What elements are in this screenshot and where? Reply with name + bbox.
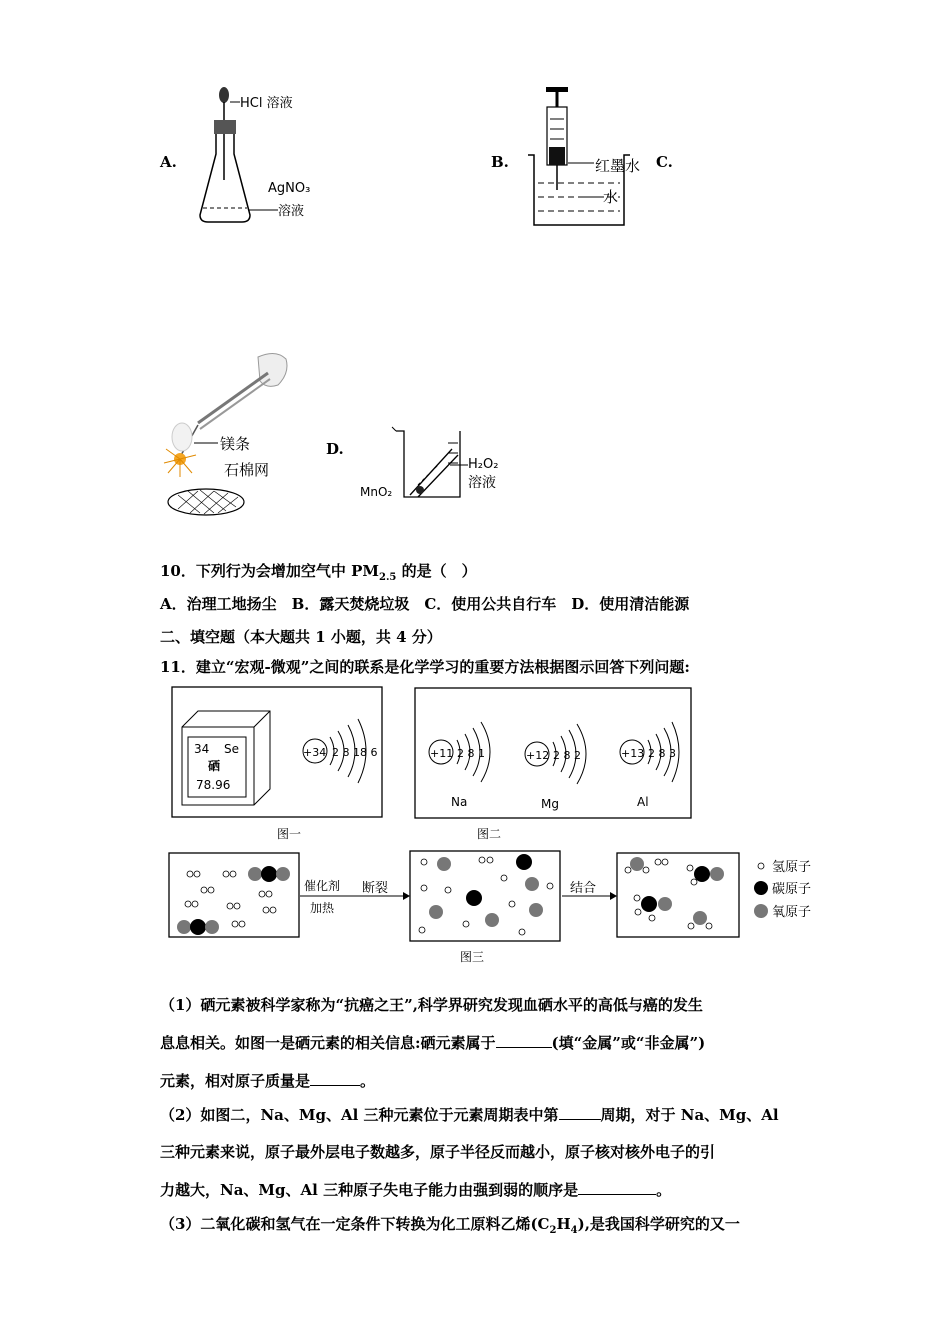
answer-blank-3[interactable] bbox=[559, 1105, 601, 1120]
beaker-ink-diagram bbox=[520, 85, 660, 230]
option-c-letter: C. bbox=[656, 153, 673, 171]
name-na: Na bbox=[451, 795, 468, 809]
answer-blank-1[interactable] bbox=[496, 1033, 552, 1048]
figure-1-selenium bbox=[170, 685, 385, 820]
label-heat: 加热 bbox=[310, 901, 335, 915]
label-agno3: AgNO₃ bbox=[268, 181, 311, 196]
co2-molecule bbox=[177, 919, 219, 935]
arrow-2-head bbox=[610, 892, 617, 900]
option-b-letter: B. bbox=[491, 153, 509, 171]
nucleus-mg-charge: +12 bbox=[526, 749, 550, 762]
mno2-powder bbox=[416, 486, 424, 494]
element-name: 硒 bbox=[208, 759, 221, 773]
q11-stem: 11．建立“宏观-微观”之间的联系是化学学习的重要方法根据图示回答下列问题: bbox=[160, 658, 690, 676]
label-ink: 红墨水 bbox=[595, 157, 641, 175]
legend-carbon: 碳原子 bbox=[772, 882, 812, 897]
answer-blank-4[interactable] bbox=[578, 1180, 656, 1195]
arrow-1-head bbox=[403, 892, 410, 900]
h2o2-mno2-diagram bbox=[358, 425, 518, 510]
atomic-mass: 78.96 bbox=[196, 778, 231, 792]
label-hcl: HCl 溶液 bbox=[240, 96, 293, 111]
legend-oxygen: 氧原子 bbox=[772, 905, 812, 920]
asbestos-net bbox=[168, 489, 244, 515]
config-mg: 2 8 2 bbox=[553, 749, 581, 762]
ink-drop bbox=[549, 147, 565, 165]
q11-part3-line1-post: ),是我国科学研究的又一 bbox=[577, 1215, 740, 1233]
figure-1-caption: 图一 bbox=[277, 827, 302, 841]
q11-part2-line3 bbox=[160, 1179, 671, 1200]
legend-oxygen-swatch bbox=[754, 904, 768, 918]
q11-part2-line1-post: 周期，对于 Na、Mg、Al bbox=[600, 1106, 779, 1124]
label-h2o2: H₂O₂ bbox=[468, 457, 499, 472]
q11-part2-line3-post: 。 bbox=[656, 1181, 672, 1199]
figure-3-reaction bbox=[166, 848, 826, 943]
label-net: 石棉网 bbox=[224, 461, 270, 479]
electron-config: 2 8 18 6 bbox=[332, 746, 378, 759]
q11-part3-line1-pre: （3）二氧化碳和氢气在一定条件下转换为化工原料乙烯(C bbox=[160, 1215, 550, 1233]
section-heading: 二、填空题（本大题共 1 小题，共 4 分） bbox=[160, 628, 442, 646]
legend-hydrogen-swatch bbox=[758, 863, 764, 869]
legend-carbon-swatch bbox=[754, 881, 768, 895]
q11-part1-line1: （1）硒元素被科学家称为“抗癌之王”,科学界研究发现血硒水平的高低与癌的发生 bbox=[160, 996, 703, 1014]
q11-part3-sub1: 2 bbox=[549, 1225, 557, 1236]
dropper-bulb bbox=[219, 87, 229, 103]
q11-part1-line2-pre: 息息相关。如图一是硒元素的相关信息:硒元素属于 bbox=[160, 1034, 496, 1052]
name-al: Al bbox=[637, 795, 649, 809]
q11-part3-sub2: 4 bbox=[570, 1225, 578, 1236]
beaker-lip bbox=[392, 427, 396, 431]
q10-stem-pre: 10．下列行为会增加空气中 PM bbox=[160, 562, 379, 580]
name-mg: Mg bbox=[541, 797, 559, 811]
q11-part2-line1 bbox=[160, 1104, 779, 1125]
nucleus-na-charge: +11 bbox=[430, 747, 454, 760]
label-combine: 结合 bbox=[570, 881, 597, 896]
test-tube bbox=[418, 455, 458, 497]
q11-part2-line1-pre: （2）如图二，Na、Mg、Al 三种元素位于元素周期表中第 bbox=[160, 1106, 559, 1124]
q10-stem bbox=[160, 560, 477, 583]
label-catalyst: 催化剂 bbox=[304, 879, 341, 893]
q11-part1-line2 bbox=[160, 1032, 705, 1053]
co2-molecule bbox=[248, 866, 290, 882]
element-symbol: Se bbox=[224, 742, 239, 756]
hand bbox=[258, 353, 287, 386]
white-smoke bbox=[172, 423, 192, 451]
q11-part1-line3-pre: 元素，相对原子质量是 bbox=[160, 1072, 311, 1090]
q11-part1-line3 bbox=[160, 1070, 375, 1091]
nucleus-charge: +34 bbox=[303, 746, 327, 759]
q10-stem-sub: 2.5 bbox=[378, 572, 397, 583]
option-d-letter: D. bbox=[326, 440, 344, 458]
q11-part2-line3-pre: 力越大，Na、Mg、Al 三种原子失电子能力由强到弱的顺序是 bbox=[160, 1181, 579, 1199]
syringe-plunger-cap bbox=[546, 87, 568, 92]
conical-flask bbox=[200, 134, 250, 222]
legend-hydrogen: 氢原子 bbox=[772, 860, 812, 875]
nucleus-al-charge: +13 bbox=[621, 747, 645, 760]
config-na: 2 8 1 bbox=[457, 747, 485, 760]
crucible-tongs bbox=[200, 379, 270, 429]
magnesium-burning-diagram bbox=[158, 345, 298, 520]
q11-part3-mid: H bbox=[556, 1215, 571, 1233]
q11-part1-line2-post: (填“金属”或“非金属”) bbox=[551, 1034, 706, 1052]
q10-stem-post: 的是（ ） bbox=[396, 562, 477, 580]
q10-choices: A．治理工地扬尘 B．露天焚烧垃圾 C．使用公共自行车 D．使用清洁能源 bbox=[160, 595, 690, 613]
config-al: 2 8 3 bbox=[648, 747, 676, 760]
atoms-box bbox=[410, 851, 560, 941]
label-break: 断裂 bbox=[362, 881, 389, 896]
rubber-stopper bbox=[214, 120, 236, 134]
crucible-tongs bbox=[198, 373, 268, 423]
label-solution-a: 溶液 bbox=[278, 204, 305, 219]
label-solution-d: 溶液 bbox=[468, 475, 496, 491]
label-water: 水 bbox=[603, 188, 619, 206]
answer-blank-2[interactable] bbox=[310, 1071, 360, 1086]
q11-part3-line1 bbox=[160, 1213, 740, 1236]
label-mg: 镁条 bbox=[220, 435, 251, 453]
flask-agno3-diagram bbox=[190, 80, 330, 230]
figure-2-atoms bbox=[413, 686, 693, 821]
figure-3-caption: 图三 bbox=[460, 950, 485, 964]
option-a-letter: A. bbox=[160, 153, 177, 171]
figure-2-caption: 图二 bbox=[477, 827, 502, 841]
atomic-number: 34 bbox=[194, 742, 210, 756]
label-mno2: MnO₂ bbox=[360, 485, 393, 499]
q11-part2-line2: 三种元素来说，原子最外层电子数越多，原子半径反而越小，原子核对核外电子的引 bbox=[160, 1143, 716, 1161]
q11-part1-line3-post: 。 bbox=[360, 1072, 376, 1090]
